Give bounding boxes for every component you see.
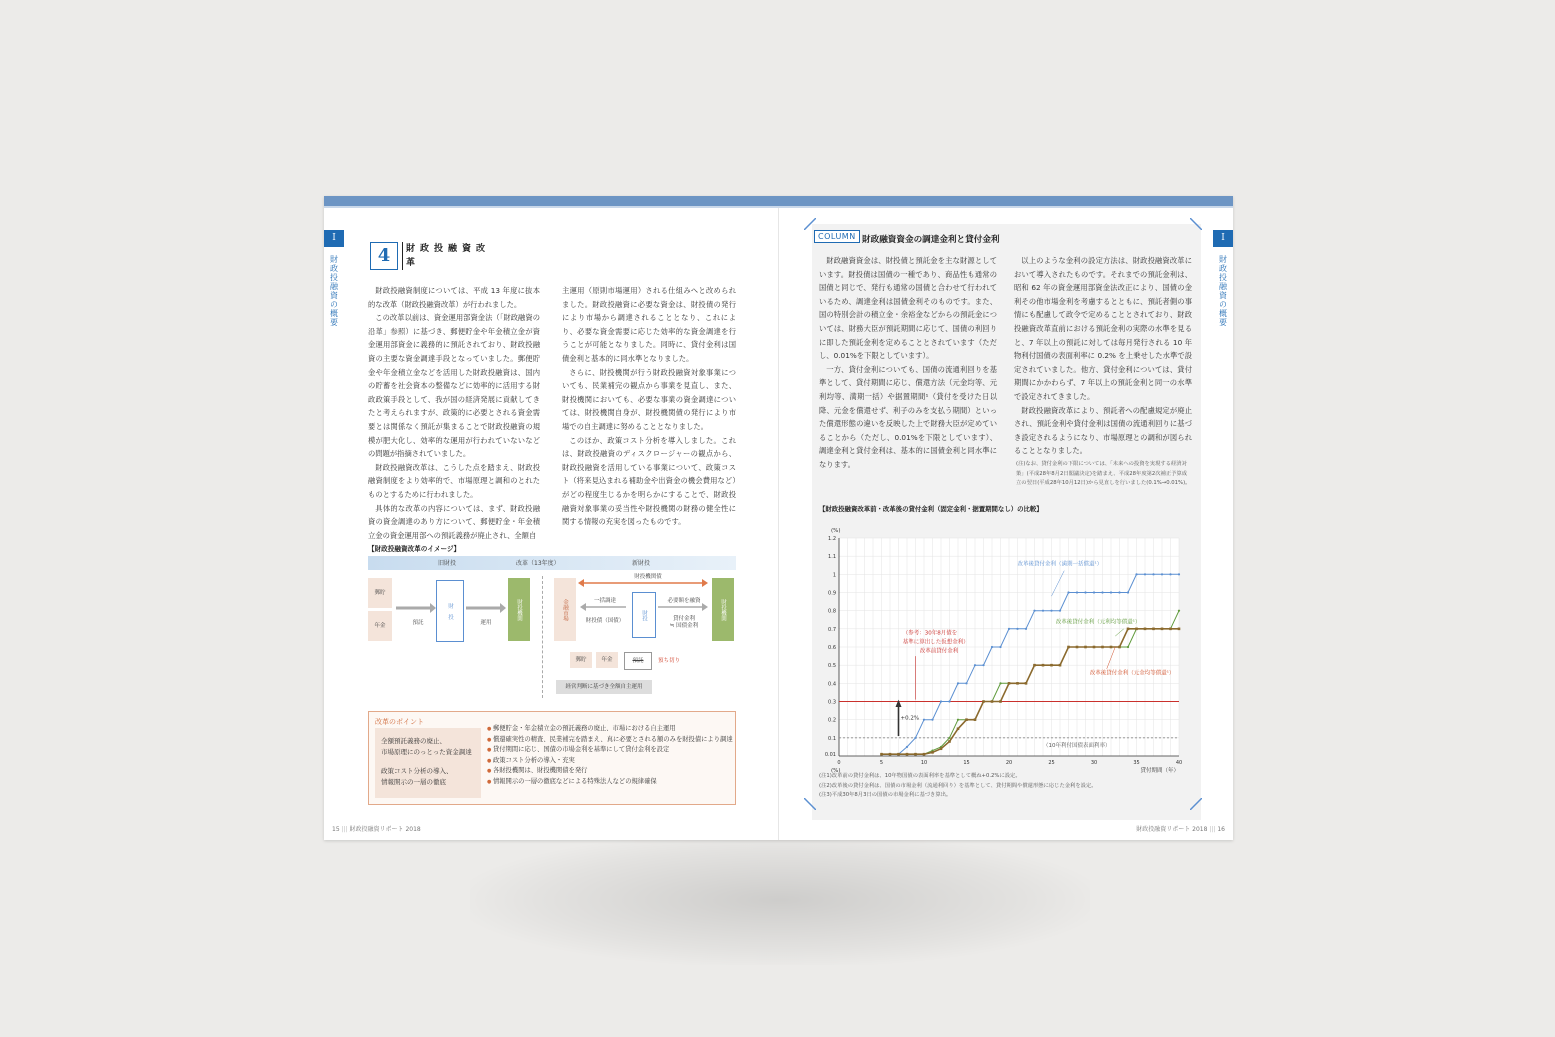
header-new: 新財投 (632, 560, 651, 567)
new-bulk-label: 一括調達 (593, 598, 616, 604)
data-point (1144, 628, 1147, 631)
data-point (1110, 646, 1113, 649)
old-agency-box: 財投機関 (508, 578, 530, 641)
data-point (1042, 610, 1044, 612)
data-point (1093, 591, 1095, 593)
data-point (931, 719, 933, 721)
chart-note: (注2)改革後の貸付金利は、国債の市場金利（流通利回り）を基準として、貸付期間や償還形態に応じた金利を設定。 (819, 782, 1097, 789)
y-tick-label: 0.5 (828, 663, 836, 670)
paragraph: 財政投融資改革は、こうした点を踏まえ、財政投融資制度をより効率的で、市場原理と調和のとれたものとするために行われました。 (368, 462, 540, 499)
old-postal-box: 郵貯 (368, 578, 392, 608)
new-needed-label: 必要額を融資 (667, 598, 701, 604)
right-footer: 財政投融資リポート 2018 ||| 16 (1136, 826, 1225, 833)
points-summary-line: 政策コスト分析の導入、 (381, 767, 453, 775)
left-side-tab (324, 230, 344, 327)
old-pension-box: 年金 (368, 611, 392, 641)
y-axis-label: (%) (831, 528, 841, 534)
left-body-col2 (562, 284, 736, 529)
paragraph: 財政融資資金は、財投債と預託金を主な財源としています。財投債は国債の一種であり、商品性も通常の国債と同じで、発行も通常の国債と合わせて行われているため、調達金利は国債金利そのものです。また、国の特別会計の積立金・余裕金などからの預託金については、財務大臣が預託期間に応じて、国債の利回りに即した預託金利を定めることとされています（ただし、0.01%を下限としています）。 (819, 256, 997, 361)
data-point (1144, 573, 1146, 575)
section-title: 財政投融資改革 (402, 242, 494, 270)
data-point (1178, 628, 1181, 631)
section-number: 4 (370, 242, 398, 270)
agency-bond-arrow (578, 578, 708, 588)
top-band (324, 196, 1233, 206)
list-item: ● 各財投機関は、財投機関債を発行 (487, 766, 733, 777)
data-point (965, 718, 968, 721)
column-title: 財政融資資金の調達金利と貸付金利 (862, 235, 1000, 245)
report-spread (324, 196, 1233, 840)
data-point (923, 719, 925, 721)
y-tick-label: 0.6 (828, 645, 836, 651)
series-label-annuity: 改革後貸付金利（元利均等償還¹） (1055, 619, 1141, 626)
data-point (999, 700, 1002, 703)
data-point (1016, 628, 1018, 630)
new-agency-box: 財投機関 (712, 578, 734, 641)
data-point (1025, 682, 1028, 685)
data-point (1152, 628, 1155, 631)
right-body-col2 (1014, 254, 1192, 458)
x-tick-label: 10 (920, 760, 928, 766)
old-use-label: 運用 (480, 620, 492, 626)
data-point (1059, 664, 1062, 667)
paragraph: 財政投融資制度については、平成 13 年度に抜本的な改革（財政投融資改革）が行われました。 (368, 286, 540, 309)
y-tick-label: 0.8 (828, 608, 836, 615)
bulk-arrow (580, 602, 626, 612)
data-point (914, 737, 916, 739)
old-use-arrow (464, 601, 508, 615)
old-rate-label: （参考：30年8月債を (902, 630, 958, 637)
data-point (880, 753, 883, 756)
data-point (1101, 646, 1104, 649)
data-point (982, 664, 984, 666)
series-label-bullet: 改革後貸付金利（満期一括償還¹） (1017, 561, 1103, 568)
old-deposit-label: 預託 (412, 620, 424, 626)
list-item: ● 郵便貯金・年金積立金の預託義務の廃止、市場における自主運用 (487, 724, 733, 735)
new-market-box: 金融市場 (554, 578, 576, 641)
data-point (940, 747, 943, 750)
footer-title: 財政投融資リポート 2018 (349, 826, 421, 833)
paragraph: 財政投融資改革により、預託者への配慮規定が廃止され、預託金利や貸付金利は国債の流通利回りに基づき設定されるようになり、市場原理との調和が図られることとなりました。 (1014, 405, 1192, 456)
diagram-header (368, 556, 736, 570)
points-title: 改革のポイント (375, 718, 424, 726)
x-axis-label: 貸付期間（年） (1140, 768, 1179, 774)
data-point (1067, 591, 1069, 593)
data-point (1084, 646, 1087, 649)
paragraph: 具体的な改革の内容については、まず、財政投融資の資金調達のあり方について、郵便貯金・年金積立金の資金運用部への預託義務が廃止され、全額自 (368, 503, 540, 540)
chart-note: (注3)平成30年8月3日の国債の市場金利に基づき算出。 (819, 792, 952, 798)
x-tick-label: 30 (1090, 760, 1098, 766)
data-point (1110, 591, 1112, 593)
y-tick-label: 1.2 (828, 536, 836, 542)
paragraph: このほか、政策コスト分析を導入しました。これは、財政投融資のディスクロージャーの観点から、財政投融資を活用している事業について、政策コスト（将来見込まれる補助金や出資金の機会費用など）がどの程度生じるかを明らかにすることで、財政投融資対象事業の妥当性や財投機関の財務の健全性に関する情報の充実を図ったものです。 (562, 435, 736, 527)
chart-svg (819, 516, 1199, 796)
right-side-tab (1213, 230, 1233, 327)
points-summary (375, 728, 481, 798)
data-point (1033, 610, 1035, 612)
data-point (906, 746, 908, 748)
new-fiscal-bond-label: 財投債（国債） (585, 618, 625, 624)
data-point (991, 700, 994, 703)
y-tick-label: 0.01 (824, 752, 836, 759)
chapter-number: I (324, 230, 344, 247)
self-management-box: 経営判断に基づき全額自主運用 (556, 680, 652, 694)
paragraph: この改革以前は、資金運用部資金法（「財政融資の沿革」参照）に基づき、郵便貯金や年金積立金が資金運用部資金に義務的に預託されており、財政投融資の主要な資金調達手段となっていました。郵便貯金や年金積立金などを活用した財政投融資は、国内の貯蓄を社会資本の整備などに効率的に活用する財政政策手段として、我が国の経済発展に貢献してきたと考えられますが、政策的に必要とされる資金需要とは関係なく預託が集まることで財政投融資の規模が肥大化し、効率的な運用が行われていないなどの問題が指摘されていました。 (368, 313, 540, 459)
chart-notes (819, 772, 1199, 801)
data-point (1076, 591, 1078, 593)
chapter-number: I (1213, 230, 1233, 247)
new-lending-label2: ≒ 国債金利 (669, 623, 699, 629)
data-point (1118, 646, 1121, 649)
right-body-col1 (819, 254, 997, 472)
data-point (914, 753, 917, 756)
data-point (1135, 573, 1137, 575)
figure-caption: 【財政投融資改革のイメージ】 (368, 545, 461, 553)
paragraph: 主運用（原則市場運用）される仕組みへと改められました。財政投融資に必要な資金は、財投債の発行により市場から調達されることとなり、これにより、必要な資金需要に応じた効率的な資金調達を行うことが可能となりました。同時に、貸付金利は国債金利と基本的に同水準となりました。 (562, 286, 736, 363)
y-tick-label: 0.2 (828, 717, 836, 724)
data-point (999, 646, 1001, 648)
old-rate-label: 改革前貸付金利 (919, 648, 959, 655)
data-point (1067, 646, 1070, 649)
x-tick-label: 35 (1133, 760, 1140, 766)
points-summary-line: 全額預託義務の廃止、 (381, 737, 446, 745)
new-deposit-box: 預託 (624, 652, 652, 670)
data-point (1093, 646, 1096, 649)
data-point (957, 719, 959, 721)
chapter-label: 財政投融資の概要 (329, 255, 339, 327)
data-point (1033, 664, 1036, 667)
lending-arrow (658, 602, 708, 612)
data-point (948, 740, 951, 743)
points-list (487, 724, 733, 788)
data-point (897, 753, 900, 756)
data-point (965, 682, 967, 684)
data-point (1076, 646, 1079, 649)
data-point (923, 753, 926, 756)
new-fund-box: 財投 (632, 592, 656, 638)
old-deposit-arrow (394, 601, 438, 615)
column-note: (注)なお、貸付金利の下限については、「未来への投資を実現する経済対策」(平成28年8月2日閣議決定)を踏まえ、平成28年度第2次補正予算成立の翌日(平成28年10月12日)から見直しを行いました(0.1%→0.01%)。 (1016, 461, 1191, 486)
divider (542, 576, 543, 698)
list-item: ● 情報開示の一層の徹底などによる特殊法人などの規律確保 (487, 777, 733, 788)
paragraph: 一方、貸付金利についても、国債の流通利回りを基準として、貸付期間に応じ、償還方法（元金均等、元利均等、満期一括）や据置期間¹（貸付を受けた日以降、元金を償還せず、利子のみを支払う期間）といった償還形態の違いを反映した上で財務大臣が定めていることから（ただし、0.01%を下限としています）、調達金利と貸付金利は、基本的に国債金利と同水準になります。 (819, 364, 997, 469)
y-tick-label: 0.9 (828, 590, 836, 597)
data-point (1127, 591, 1129, 593)
data-point (1101, 591, 1103, 593)
old-rate-label: 基準に算出した仮想金利） (902, 639, 969, 646)
data-point (999, 682, 1001, 684)
chart-caption: 【財政投融資改革前・改革後の貸付金利（固定金利・据置期間なし）の比較】 (819, 505, 1043, 513)
chart-note: (注1)改革前の貸付金利は、10年物国債の表面利率を基準として概ね+0.2%に設定。 (819, 773, 1021, 779)
list-item: ● 貸付期間に応じ、国債の市場金利を基準にして貸付金利を設定 (487, 745, 733, 756)
y-tick-label: 1 (832, 572, 836, 579)
paragraph: さらに、財投機関が行う財政投融資対象事業についても、民業補完の観点から事業を見直し、また、財投機関においても、必要な事業の資金調達については、財投機関自身が、財投機関債の発行により市場での自主調達に努めることとなりました。 (562, 367, 736, 431)
list-item: ● 償還確実性の精査、民業補完を踏まえ、真に必要とされる額のみを財投債により調達 (487, 735, 733, 746)
list-item: ● 政策コスト分析の導入・充実 (487, 756, 733, 767)
new-lending-label: 貸付金利 (672, 616, 695, 622)
data-point (1178, 610, 1180, 612)
chapter-label: 財政投融資の概要 (1218, 255, 1228, 327)
data-point (948, 737, 950, 739)
data-point (974, 664, 976, 666)
y-tick-label: 1.1 (828, 554, 836, 561)
data-point (906, 753, 909, 756)
jgb-label: （10年利付国債表面利率） (1043, 742, 1111, 749)
plus-annotation: +0.2% (900, 715, 920, 722)
data-point (957, 727, 960, 730)
column-label: COLUMN (814, 230, 860, 243)
data-point (1161, 573, 1163, 575)
corner-mark (804, 798, 816, 810)
left-footer: 15 ||| 財政投融資リポート 2018 (332, 826, 421, 833)
x-tick-label: 25 (1048, 760, 1055, 766)
reform-points-box (368, 711, 736, 805)
corner-mark (804, 218, 816, 230)
page-number: 16 (1217, 826, 1225, 833)
x-tick-label: 15 (963, 760, 970, 766)
footer-title: 財政投融資リポート 2018 (1136, 826, 1208, 833)
data-point (1127, 628, 1130, 631)
data-point (1050, 664, 1053, 667)
points-summary-line: 情報開示の一層の徹底 (381, 778, 446, 786)
x-tick-label: 20 (1005, 760, 1013, 766)
corner-mark (1190, 218, 1202, 230)
data-point (957, 682, 959, 684)
data-point (1169, 628, 1172, 631)
data-point (982, 700, 985, 703)
data-point (1118, 591, 1120, 593)
new-pension-box: 年金 (596, 652, 618, 668)
data-point (1042, 664, 1045, 667)
y-tick-label: 0.3 (828, 699, 836, 706)
data-point (1127, 646, 1129, 648)
data-point (991, 646, 993, 648)
new-agency-bond-label: 財投機関債 (634, 574, 662, 580)
data-point (1008, 682, 1011, 685)
spread-shadow (470, 835, 1090, 965)
x-tick-label: 40 (1175, 760, 1183, 766)
data-point (1025, 628, 1027, 630)
data-point (1169, 573, 1171, 575)
y-tick-label: 0.7 (828, 626, 836, 633)
x-tick-label: 5 (879, 760, 884, 766)
reform-diagram (368, 556, 736, 701)
header-reform: 改革（13年度） (516, 560, 560, 567)
data-point (1008, 628, 1010, 630)
data-point (974, 718, 977, 721)
points-summary-line: 市場原理にのっとった資金調達 (381, 748, 472, 756)
page-gutter (778, 208, 779, 840)
left-body-col1 (368, 284, 540, 542)
header-old: 旧財投 (438, 560, 457, 567)
data-point (1152, 573, 1154, 575)
y-tick-label: 0.4 (828, 681, 836, 688)
x-tick-label: 0 (837, 760, 841, 766)
data-point (1084, 591, 1086, 593)
y-tick-label: 0.1 (828, 735, 836, 742)
data-point (948, 700, 950, 702)
series-label-principal: 改革後貸付金利（元金均等償還¹） (1089, 670, 1175, 677)
data-point (1135, 628, 1138, 631)
old-fund-box: 財 投 (436, 580, 464, 642)
data-point (1161, 628, 1164, 631)
x-axis-unit-label: (%) (831, 768, 841, 774)
new-postal-box: 郵貯 (570, 652, 592, 668)
data-point (1059, 610, 1061, 612)
data-point (1050, 610, 1052, 612)
data-point (931, 751, 934, 754)
data-point (1016, 682, 1019, 685)
data-point (940, 700, 942, 702)
interest-rate-chart (819, 502, 1199, 816)
new-cut-label: 預ち切り (657, 658, 680, 664)
data-point (889, 753, 892, 756)
paragraph: 以上のような金利の設定方法は、財政投融資改革において導入されたものです。それまでの預託金利は、昭和 62 年の資金運用部資金法改正により、国債の金利その他市場金利を考慮するとともに、預託者側の事情にも配慮して政令で定めることとされており、財政投融資改革直前における預託金利の実際の水準を見ると、7 年以上の預託に対しては毎月発行される 10 年物利付国債の表面利率に 0.2% を上乗せした水準で設定されていました。他方、貸付金利については、貸付期間にかかわらず、7 年以上の預託金利と同一の水準で設定されてきました。 (1014, 256, 1192, 401)
page-number: 15 (332, 826, 340, 833)
data-point (1178, 573, 1180, 575)
